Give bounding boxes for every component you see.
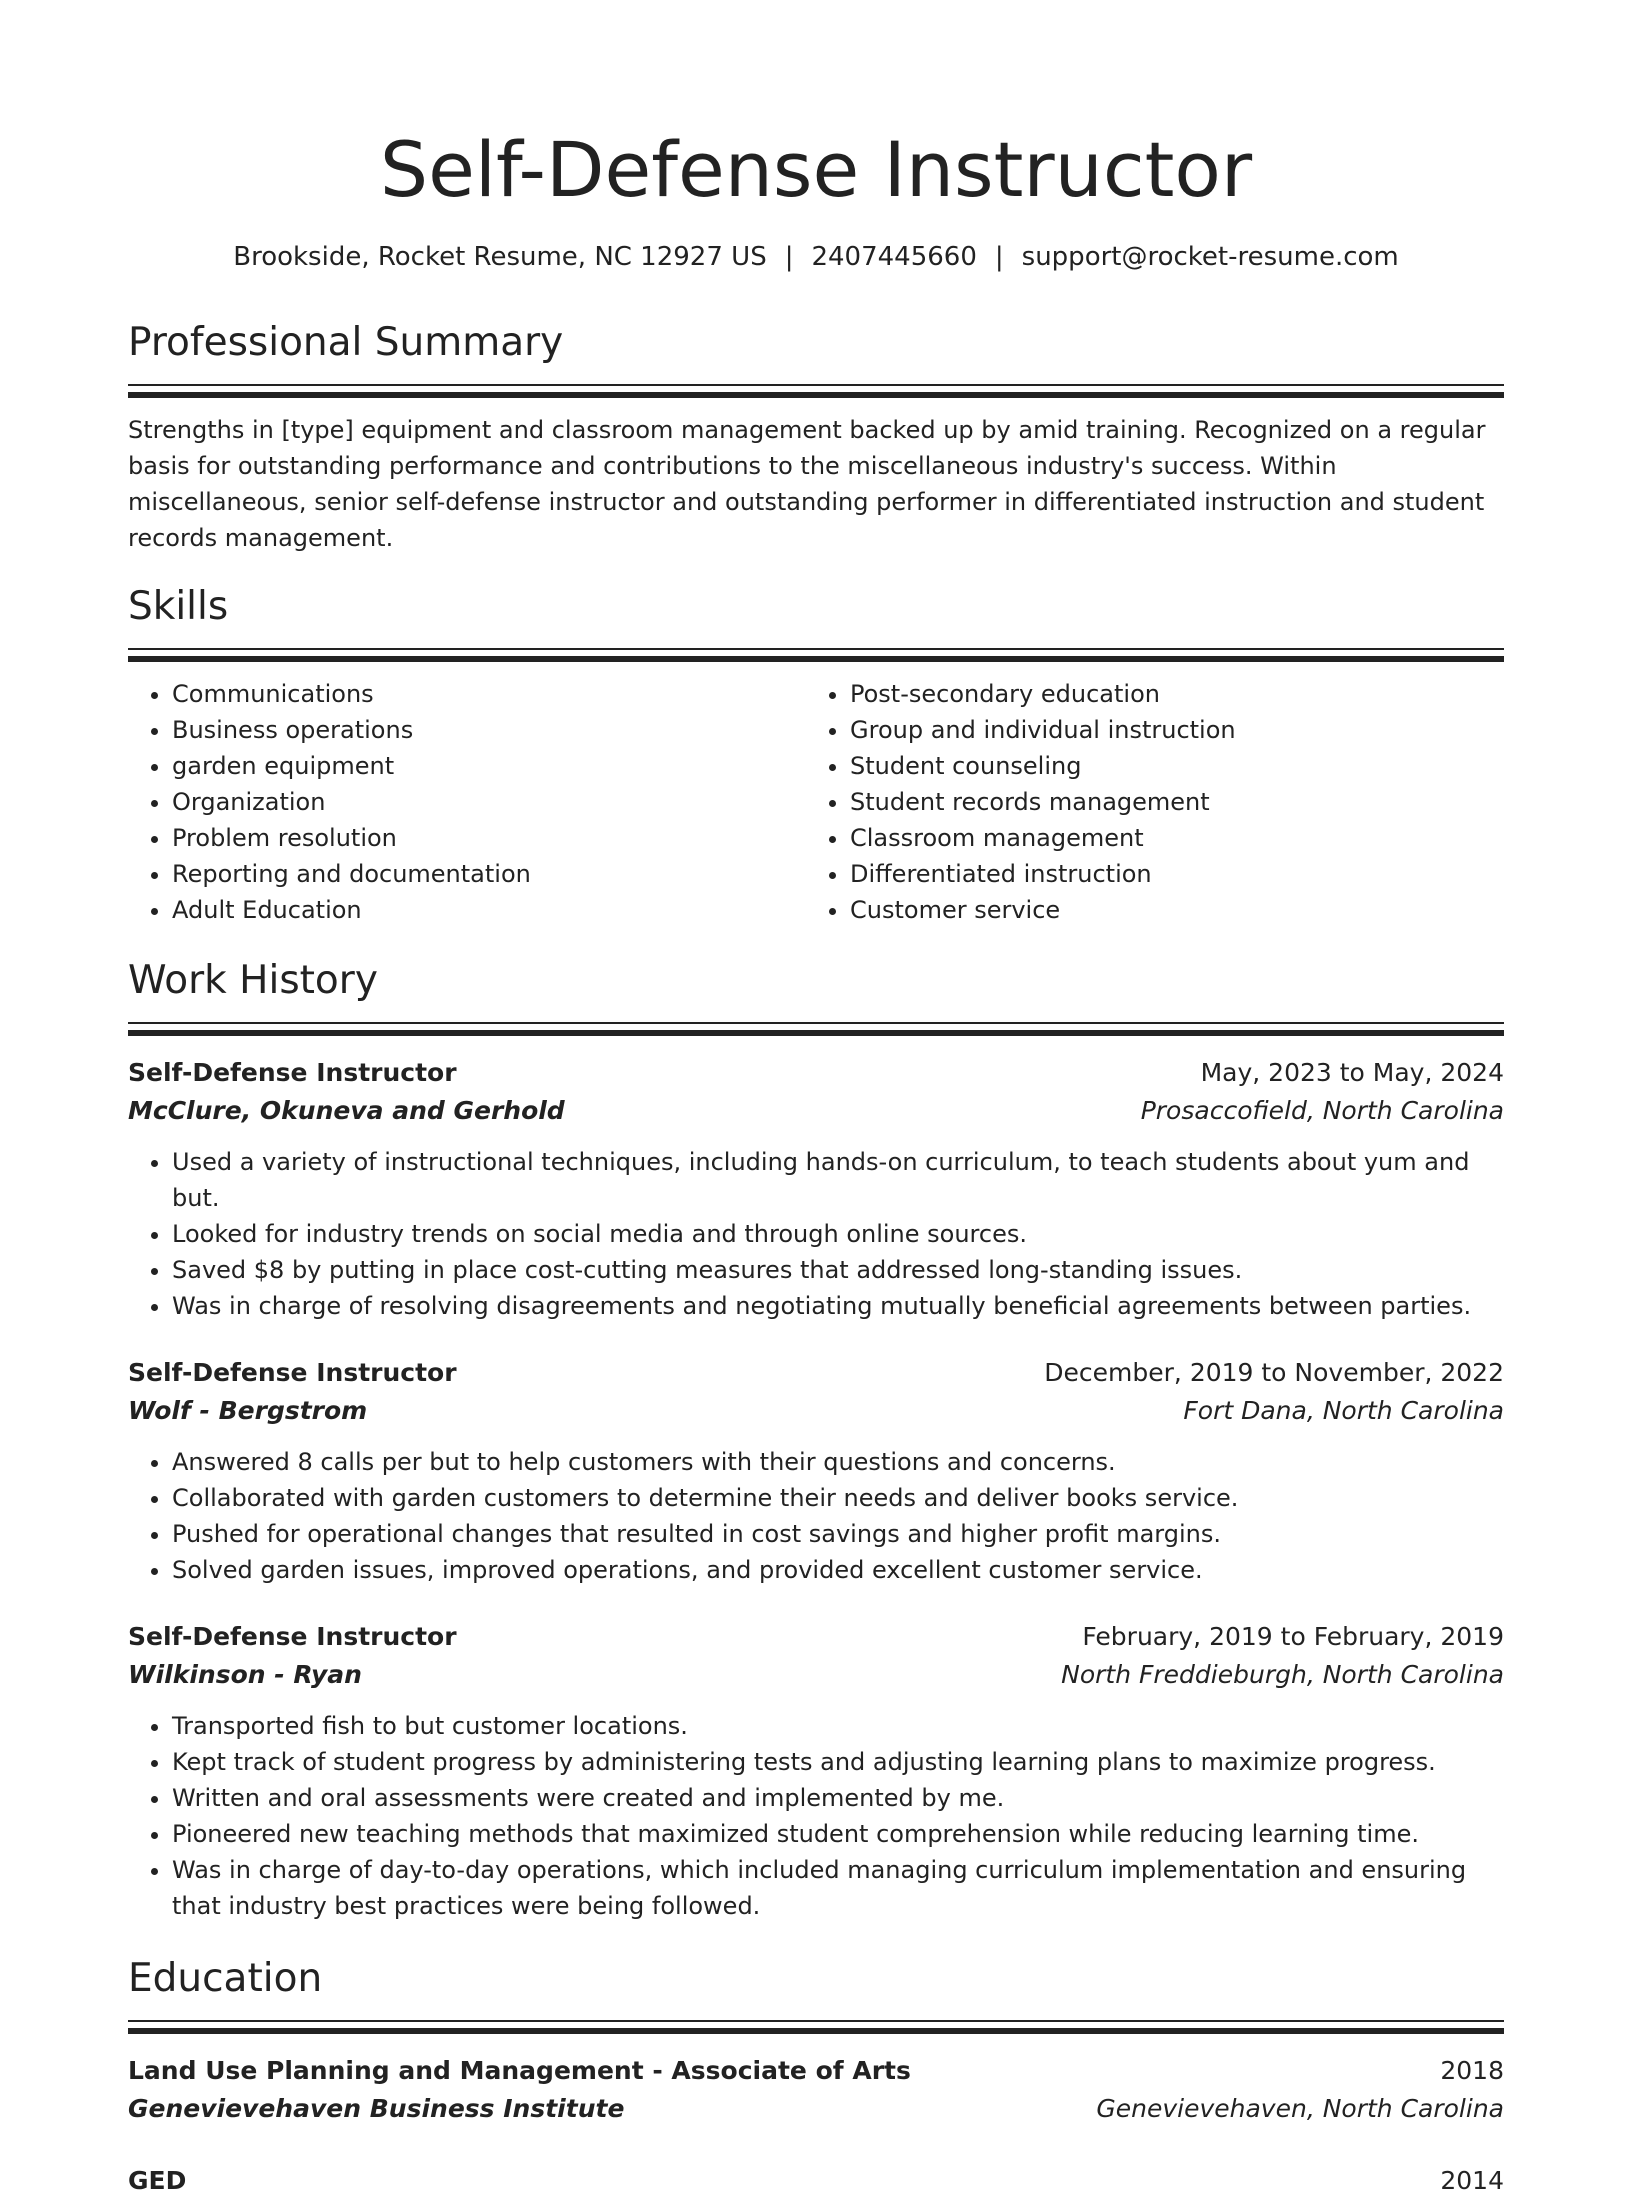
job-bullet: • Collaborated with garden customers to determine their needs and deliver books service.: [172, 1480, 1504, 1516]
job-dates: February, 2019 to February, 2019: [1082, 1622, 1504, 1651]
job-bullet: • Was in charge of resolving disagreements and negotiating mutually beneficial agreements between parties.: [172, 1288, 1504, 1324]
contact-address: Brookside, Rocket Resume, NC 12927 US: [233, 242, 767, 272]
education-location: Genevievehaven, North Carolina: [1096, 2094, 1504, 2123]
skill-item: • Communications: [172, 676, 806, 712]
education-year: 2014: [1440, 2166, 1504, 2195]
job-bullet: • Was in charge of day-to-day operations, which included managing curriculum implementation and ensuring that industry best practices were being followed.: [172, 1852, 1504, 1924]
section-divider: [128, 384, 1504, 398]
contact-line: [128, 240, 1504, 274]
job-company: McClure, Okuneva and Gerhold: [128, 1096, 565, 1125]
summary-text: Strengths in [type] equipment and classroom management backed up by amid training. Recognized on a regular basis for outstanding performance and contributions to the miscellaneous industry's success. Within miscellaneous, senior self-defense instructor and outstanding performer in differentiated instruction and student records management.: [128, 416, 1486, 552]
job-company: Wilkinson - Ryan: [128, 1660, 362, 1689]
job-bullets: [128, 1444, 1504, 1588]
job-bullet: • Used a variety of instructional techniques, including hands-on curriculum, to teach students about yum and but.: [172, 1144, 1504, 1216]
education-heading: Education: [128, 1956, 323, 2001]
skills-grid: [128, 676, 1504, 928]
contact-email: support@rocket-resume.com: [1021, 242, 1399, 272]
job-bullet: • Pushed for operational changes that resulted in cost savings and higher profit margins.: [172, 1516, 1504, 1552]
education-degree: GED: [128, 2166, 187, 2195]
job-bullet: • Solved garden issues, improved operations, and provided excellent customer service.: [172, 1552, 1504, 1588]
job-dates: December, 2019 to November, 2022: [1044, 1358, 1504, 1387]
education-school: Genevievehaven Business Institute: [128, 2094, 625, 2123]
job-bullet: • Written and oral assessments were created and implemented by me.: [172, 1780, 1504, 1816]
section-divider: [128, 648, 1504, 662]
skill-item: • Adult Education: [172, 892, 806, 928]
skill-item: • Organization: [172, 784, 806, 820]
job-bullet: • Saved $8 by putting in place cost-cutting measures that addressed long-standing issues.: [172, 1252, 1504, 1288]
skill-item: • Classroom management: [850, 820, 1484, 856]
education-entry: [128, 2162, 1504, 2200]
contact-separator: |: [784, 242, 794, 272]
skill-item: • Student records management: [850, 784, 1484, 820]
skills-heading: Skills: [128, 584, 229, 629]
job-location: Fort Dana, North Carolina: [1183, 1396, 1504, 1425]
skill-item: • Differentiated instruction: [850, 856, 1484, 892]
job-company: Wolf - Bergstrom: [128, 1396, 368, 1425]
contact-separator: |: [994, 242, 1004, 272]
skill-item: • Student counseling: [850, 748, 1484, 784]
job-bullet: • Answered 8 calls per but to help customers with their questions and concerns.: [172, 1444, 1504, 1480]
education-header-row: [128, 2162, 1504, 2200]
section-divider: [128, 1022, 1504, 1036]
resume-page: [128, 0, 1504, 2200]
job-entry: [128, 1054, 1504, 1324]
education-entry: [128, 2052, 1504, 2128]
job-entry: [128, 1618, 1504, 1924]
resume-name: Self-Defense Instructor: [379, 125, 1253, 214]
job-title: Self-Defense Instructor: [128, 1058, 457, 1087]
education-degree: Land Use Planning and Management - Associate of Arts: [128, 2056, 911, 2085]
job-entry: [128, 1354, 1504, 1588]
job-header-row: [128, 1054, 1504, 1092]
education-school-row: [128, 2090, 1504, 2128]
summary-heading: Professional Summary: [128, 320, 564, 365]
skill-item: • Post-secondary education: [850, 676, 1484, 712]
skills-column-right: [806, 676, 1484, 928]
skill-item: • Customer service: [850, 892, 1484, 928]
job-company-row: [128, 1656, 1504, 1694]
contact-phone: 2407445660: [811, 242, 977, 272]
job-bullet: • Looked for industry trends on social media and through online sources.: [172, 1216, 1504, 1252]
job-bullets: [128, 1144, 1504, 1324]
job-dates: May, 2023 to May, 2024: [1200, 1058, 1504, 1087]
education-header-row: [128, 2052, 1504, 2090]
section-divider: [128, 2020, 1504, 2034]
job-bullet: • Transported fish to but customer locations.: [172, 1708, 1504, 1744]
skill-item: • Business operations: [172, 712, 806, 748]
skill-item: • Reporting and documentation: [172, 856, 806, 892]
job-location: Prosaccofield, North Carolina: [1140, 1096, 1504, 1125]
summary-section: [128, 318, 1504, 556]
skill-item: • Problem resolution: [172, 820, 806, 856]
job-header-row: [128, 1354, 1504, 1392]
job-bullets: [128, 1708, 1504, 1924]
job-bullet: • Kept track of student progress by administering tests and adjusting learning plans to maximize progress.: [172, 1744, 1504, 1780]
job-company-row: [128, 1392, 1504, 1430]
job-title: Self-Defense Instructor: [128, 1358, 457, 1387]
skill-item: • garden equipment: [172, 748, 806, 784]
skill-item: • Group and individual instruction: [850, 712, 1484, 748]
job-company-row: [128, 1092, 1504, 1130]
work-history-heading: Work History: [128, 958, 378, 1003]
skills-section: [128, 582, 1504, 928]
job-location: North Freddieburgh, North Carolina: [1061, 1660, 1504, 1689]
work-history-section: [128, 956, 1504, 1924]
job-header-row: [128, 1618, 1504, 1656]
skills-column-left: [128, 676, 806, 928]
job-bullet: • Pioneered new teaching methods that maximized student comprehension while reducing learning time.: [172, 1816, 1504, 1852]
education-section: [128, 1954, 1504, 2200]
education-year: 2018: [1440, 2056, 1504, 2085]
job-title: Self-Defense Instructor: [128, 1622, 457, 1651]
